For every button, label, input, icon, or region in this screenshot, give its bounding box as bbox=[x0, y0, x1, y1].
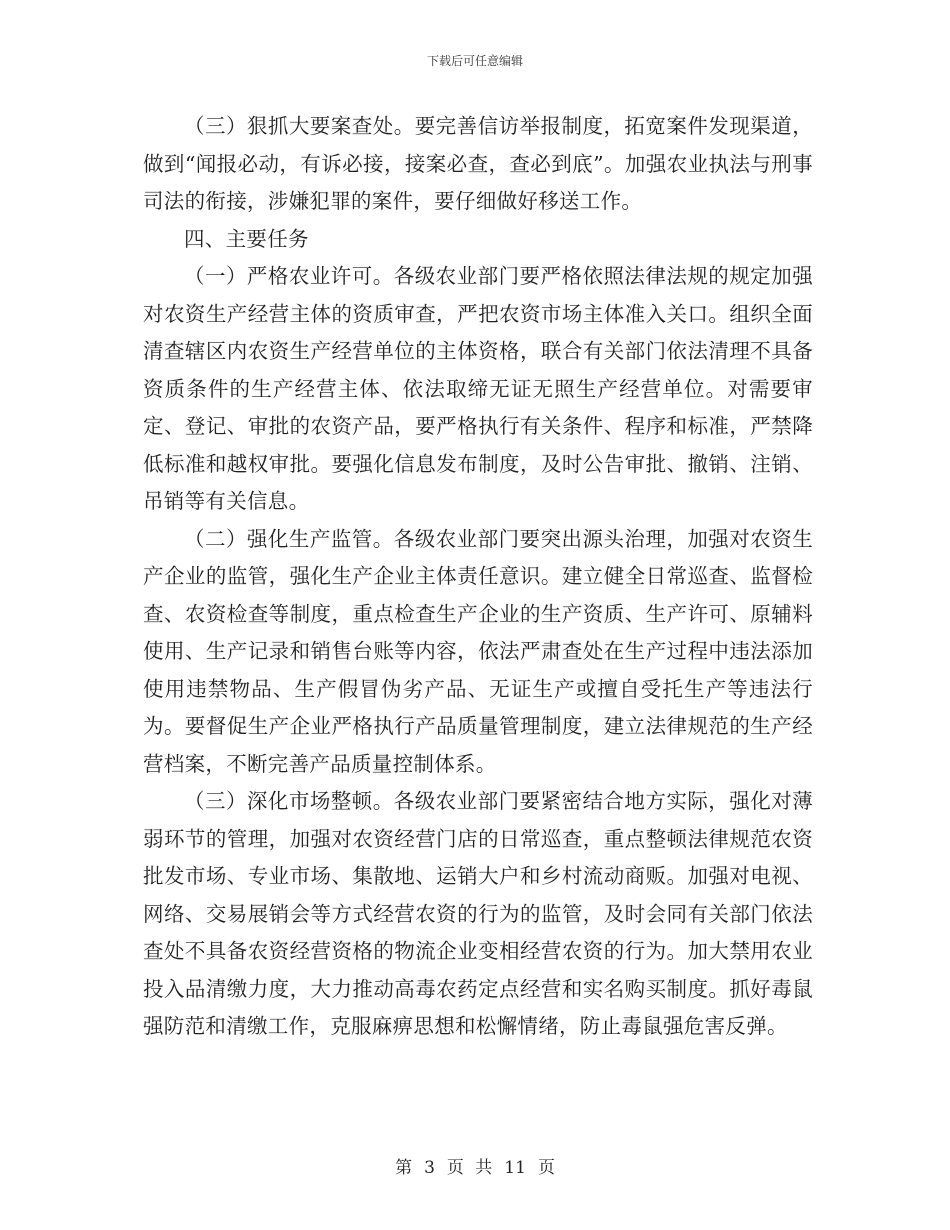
footer-total-pages: 11 bbox=[504, 1158, 526, 1178]
footer-page-number: 3 bbox=[424, 1158, 435, 1178]
paragraph-agricultural-licensing: （一）严格农业许可。各级农业部门要严格依照法律法规的规定加强对农资生产经营主体的资质审查，严把农资市场主体准入关口。组织全面清查辖区内农资生产经营单位的主体资格，联合有关部门依法清理不具备资质条件的生产经营主体、依法取缔无证无照生产经营单位。对需要审定、登记、审批的农资产品，要严格执行有关条件、程序和标准，严禁降低标准和越权审批。要强化信息发布制度，及时公告审批、撤销、注销、吊销等有关信息。 bbox=[143, 264, 813, 513]
footer-middle: 页 共 bbox=[446, 1158, 493, 1178]
footer-suffix: 页 bbox=[537, 1158, 555, 1178]
footer-prefix: 第 bbox=[395, 1158, 413, 1178]
paragraph-case-investigation: （三）狠抓大要案查处。要完善信访举报制度，拓宽案件发现渠道，做到“闻报必动，有诉必接，接案必查，查必到底”。加强农业执法与刑事司法的衔接，涉嫌犯罪的案件，要仔细做好移送工作。 bbox=[143, 114, 813, 213]
paragraph-market-rectification: （三）深化市场整顿。各级农业部门要紧密结合地方实际，强化对薄弱环节的管理，加强对农资经营门店的日常巡查，重点整顿法律规范农资批发市场、专业市场、集散地、运销大户和乡村流动商贩。加强对电视、网络、交易展销会等方式经营农资的行为的监管，及时会同有关部门依法查处不具备农资经营资格的物流企业变相经营农资的行为。加大禁用农业投入品清缴力度，大力推动高毒农药定点经营和实名购买制度。抓好毒鼠强防范和清缴工作，克服麻痹思想和松懈情绪，防止毒鼠强危害反弹。 bbox=[143, 789, 813, 1038]
page-header: 下载后可任意编辑 bbox=[426, 54, 523, 68]
document-body bbox=[143, 108, 813, 1046]
section-heading-main-tasks: 四、主要任务 bbox=[184, 226, 309, 251]
page-footer bbox=[0, 1153, 950, 1178]
paragraph-production-supervision: （二）强化生产监管。各级农业部门要突出源头治理，加强对农资生产企业的监管，强化生产企业主体责任意识。建立健全日常巡查、监督检查、农资检查等制度，重点检查生产企业的生产资质、生产许可、原辅料使用、生产记录和销售台账等内容，依法严肃查处在生产过程中违法添加使用违禁物品、生产假冒伪劣产品、无证生产或擅自受托生产等违法行为。要督促生产企业严格执行产品质量管理制度，建立法律规范的生产经营档案，不断完善产品质量控制体系。 bbox=[143, 526, 813, 776]
